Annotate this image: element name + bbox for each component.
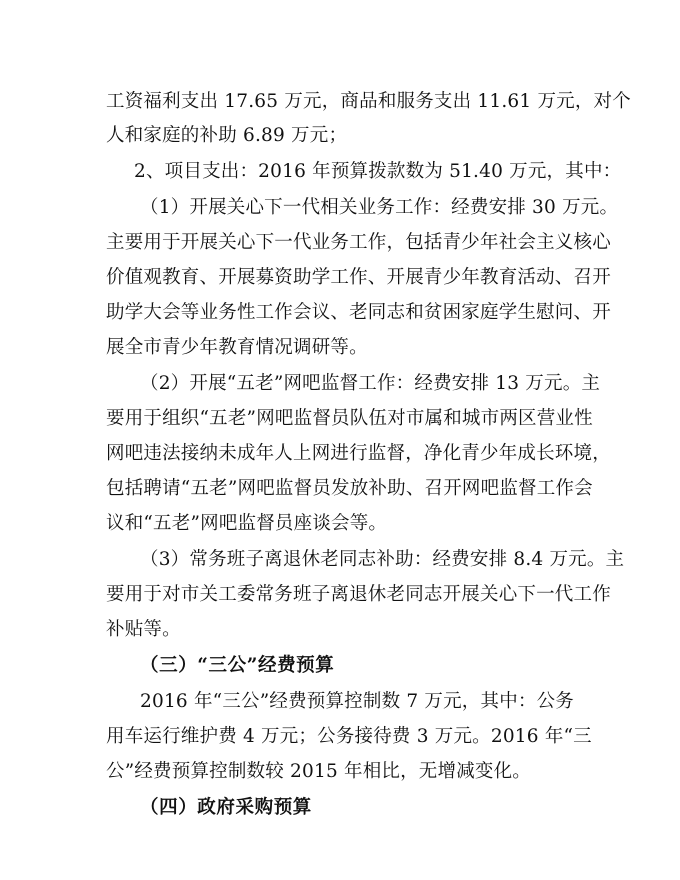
item-2-heading-line: （2）开展“五老”网吧监督工作：经费安排 13 万元。主 [140,373,601,394]
paragraph-line: 助学大会等业务性工作会议、老同志和贫困家庭学生慰问、开 [106,302,611,323]
paragraph-line: 要用于对市关工委常务班子离退休老同志开展关心下一代工作 [106,584,611,605]
item-3-heading-line: （3）常务班子离退休老同志补助：经费安排 8.4 万元。主 [140,549,625,570]
paragraph-line: 补贴等。 [106,619,181,640]
paragraph-line: 工资福利支出 17.65 万元，商品和服务支出 11.61 万元，对个 [106,91,631,112]
paragraph-line: 2016 年“三公”经费预算控制数 7 万元，其中：公务 [140,691,575,712]
paragraph-line: 公”经费预算控制数较 2015 年相比，无增减变化。 [106,761,532,782]
paragraph-line: 用车运行维护费 4 万元；公务接待费 3 万元。2016 年“三 [106,726,592,747]
project-expense-line: 2、项目支出：2016 年预算拨款数为 51.40 万元，其中： [134,161,622,182]
paragraph-line: 价值观教育、开展募资助学工作、开展青少年教育活动、召开 [106,267,611,288]
paragraph-line: 人和家庭的补助 6.89 万元； [106,125,348,146]
paragraph-line: 展全市青少年教育情况调研等。 [106,337,368,358]
section-heading-three-public: （三）“三公”经费预算 [140,655,335,676]
paragraph-line: 网吧违法接纳未成年人上网进行监督，净化青少年成长环境， [106,443,611,464]
paragraph-line: 包括聘请“五老”网吧监督员发放补助、召开网吧监督工作会 [106,478,593,499]
section-heading-procurement: （四）政府采购预算 [140,797,312,818]
paragraph-line: 主要用于开展关心下一代业务工作，包括青少年社会主义核心 [106,232,611,253]
paragraph-line: 议和“五老”网吧监督员座谈会等。 [106,513,388,534]
paragraph-line: 要用于组织“五老”网吧监督员队伍对市属和城市两区营业性 [106,408,593,429]
item-1-heading-line: （1）开展关心下一代相关业务工作：经费安排 30 万元。 [140,197,619,218]
